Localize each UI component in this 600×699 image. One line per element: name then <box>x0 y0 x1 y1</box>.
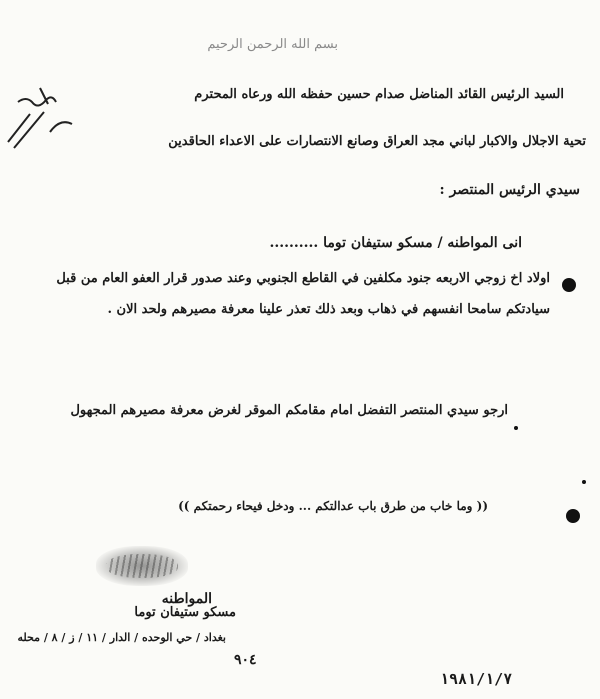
signature-title: المواطنه <box>161 591 212 607</box>
stray-mark <box>514 426 518 430</box>
sender-intro-line: انى المواطنه / مسكو ستيفان توما .......... <box>269 235 522 251</box>
salutation-line: سيدي الرئيس المنتصر : <box>439 182 580 198</box>
sender-address: بغداد / حي الوحده / الدار / ١١ / ز / ٨ / محله <box>17 631 226 644</box>
request-line: ارجو سيدي المنتصر التفضل امام مقامكم الموقر لغرض معرفة مصيرهم المجهول <box>70 403 508 418</box>
stray-mark <box>582 480 586 484</box>
bullet-marker <box>566 509 580 523</box>
handwritten-margin-note <box>0 80 90 160</box>
addressee-line: السيد الرئيس القائد المناضل صدام حسين حفظه الله ورعاه المحترم <box>194 87 564 102</box>
signature-name: مسكو ستيفان توما <box>134 605 236 620</box>
basmala-header: بسم الله الرحمن الرحيم <box>207 37 338 52</box>
greeting-line: تحية الاجلال والاكبار لباني مجد العراق وصانع الانتصارات على الاعداء الحاقدين <box>168 134 586 149</box>
page-number: ٩٠٤ <box>234 652 257 668</box>
ink-stamp <box>96 546 188 586</box>
body-line-2: سيادتكم سامحا انفسهم في ذهاب وبعد ذلك تعذر علينا معرفة مصيرهم ولحد الان . <box>107 302 550 317</box>
body-line-1: اولاد اخ زوجي الاربعه جنود مكلفين في القاطع الجنوبي وعند صدور قرار العفو العام من قبل <box>56 271 550 286</box>
letter-date: ١٩٨١/١/٧ <box>440 670 513 688</box>
bullet-marker <box>562 278 576 292</box>
closing-line: (( وما خاب من طرق باب عدالتكم ... ودخل فيحاء رحمتكم )) <box>178 499 488 513</box>
